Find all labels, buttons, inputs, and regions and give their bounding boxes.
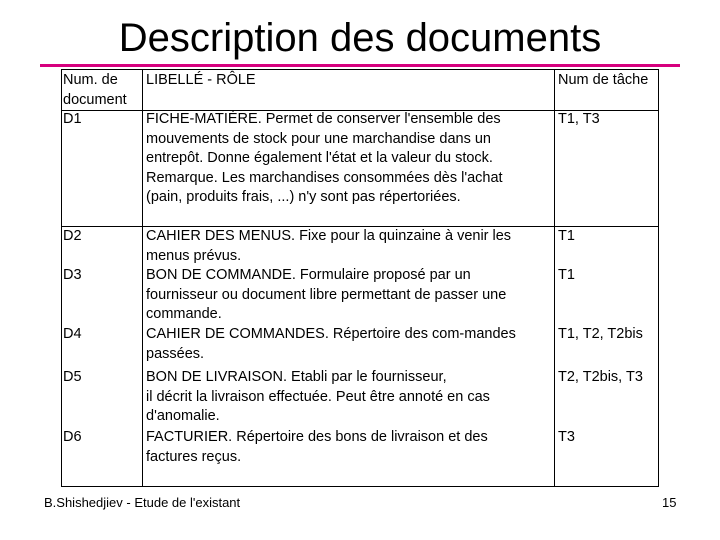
row-taches: T1	[558, 228, 575, 244]
title-underline	[40, 64, 680, 67]
row-libelle: BON DE COMMANDE. Formulaire proposé par un fournisseur ou document libre permettant de passer une commande.	[146, 267, 507, 322]
page-title: Description des documents	[118, 16, 602, 60]
row-num: D5	[63, 369, 82, 385]
page-number: 15	[662, 495, 677, 510]
row-libelle: CAHIER DE COMMANDES. Répertoire des com-mandes passées.	[146, 326, 516, 362]
row-num: D4	[63, 326, 82, 342]
column-divider	[554, 69, 555, 487]
row-libelle: FICHE-MATIÈRE. Permet de conserver l'ensemble des mouvements de stock pour une marchandise dans un entrepôt. Donne également l'état et la valeur du stock. Remarque. Les marchandises consommées dès l'achat (pain, produits frais, ...) n'y sont pas répertoriées.	[146, 111, 503, 205]
header-num-document: Num. de document	[63, 72, 127, 108]
row-num: D6	[63, 429, 82, 445]
row-taches: T1, T3	[558, 111, 600, 127]
row-libelle: FACTURIER. Répertoire des bons de livraison et des factures reçus.	[146, 429, 488, 465]
footer-author: B.Shishedjiev - Etude de l'existant	[44, 495, 241, 510]
row-num: D2	[63, 228, 82, 244]
row-taches: T3	[558, 429, 575, 445]
header-num-tache: Num de tâche	[558, 72, 649, 88]
row-taches: T1, T2, T2bis	[558, 326, 643, 342]
row-num: D3	[63, 267, 82, 283]
header-libelle-role: LIBELLÉ - RÔLE	[146, 72, 256, 88]
column-divider	[142, 69, 143, 487]
row-taches: T1	[558, 267, 575, 283]
row-taches: T2, T2bis, T3	[558, 369, 643, 385]
row-libelle: CAHIER DES MENUS. Fixe pour la quinzaine à venir les menus prévus.	[146, 228, 512, 264]
row-num: D1	[63, 111, 82, 127]
row-libelle: BON DE LIVRAISON. Etabli par le fournisseur, il décrit la livraison effectuée. Peut être annoté en cas d'anomalie.	[146, 369, 490, 424]
